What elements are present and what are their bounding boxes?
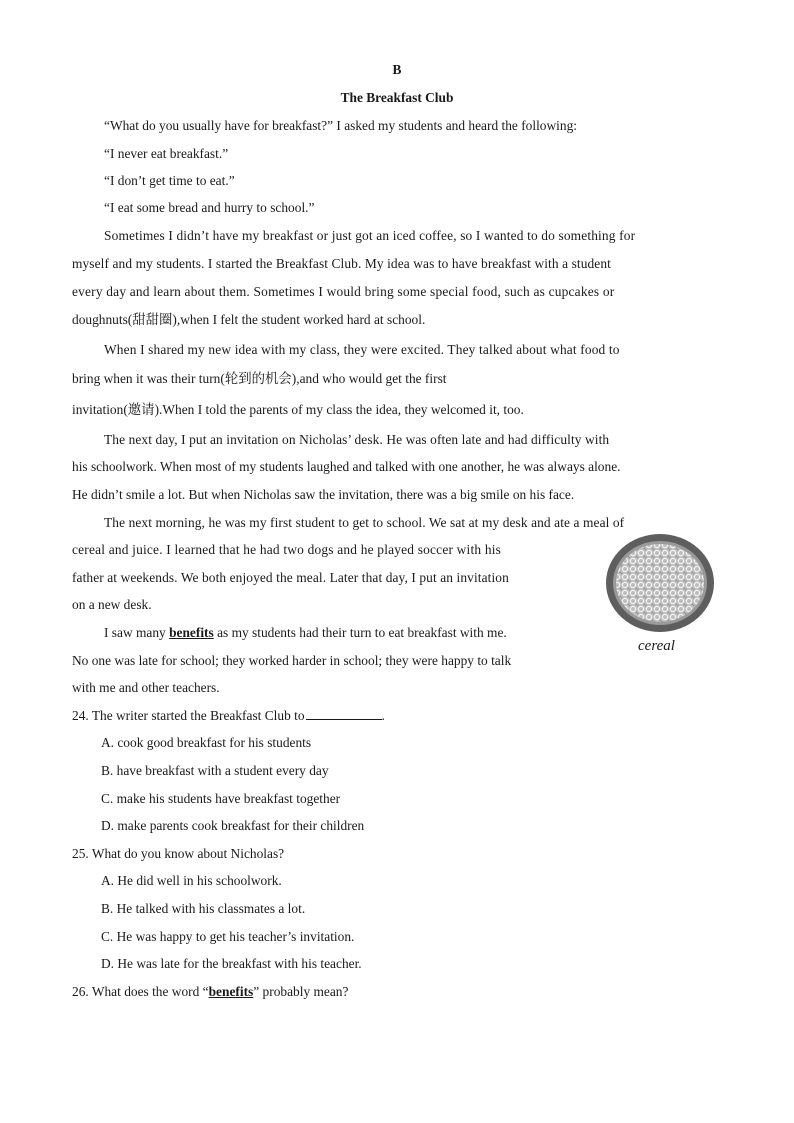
paragraph-2-line-3: every day and learn about them. Sometimes I would bring some special food, such as cupcakes or <box>72 284 615 299</box>
quote-3: “I eat some bread and hurry to school.” <box>104 200 315 215</box>
paragraph-5-line-1: The next morning, he was my first student to get to school. We sat at my desk and ate a meal of <box>104 515 625 530</box>
paragraph-5-line-2: cereal and juice. I learned that he had two dogs and he played soccer with his <box>72 542 502 557</box>
image-caption: cereal <box>638 638 675 654</box>
paragraph-6-text-pre: I saw many <box>104 625 170 640</box>
paragraph-6-text-post: as my students had their turn to eat breakfast with me. <box>213 625 507 640</box>
question-25-option-b: B. He talked with his classmates a lot. <box>101 901 306 916</box>
question-26-stem <box>72 983 348 1001</box>
paragraph-4-line-1: The next day, I put an invitation on Nicholas’ desk. He was often late and had difficulty with <box>104 432 610 447</box>
question-24-stem <box>72 707 385 725</box>
question-26-stem-pre: 26. What does the word “ <box>72 984 209 999</box>
paragraph-6-line-2: No one was late for school; they worked harder in school; they were happy to talk <box>72 653 512 668</box>
paragraph-5-line-4: on a new desk. <box>72 597 152 612</box>
paragraph-4-line-2: his schoolwork. When most of my students laughed and talked with one another, he was always alone. <box>72 459 621 474</box>
paragraph-3-line-1: When I shared my new idea with my class, they were excited. They talked about what food to <box>104 342 620 357</box>
paragraph-6-line-1 <box>104 624 507 642</box>
answer-blank <box>306 707 382 720</box>
question-25-option-a: A. He did well in his schoolwork. <box>101 873 282 888</box>
paragraph-4-line-3: He didn’t smile a lot. But when Nicholas saw the invitation, there was a big smile on his face. <box>72 487 575 502</box>
question-25-option-c: C. He was happy to get his teacher’s invitation. <box>101 929 355 944</box>
question-24-option-b: B. have breakfast with a student every day <box>101 763 329 778</box>
paragraph-2-line-1: Sometimes I didn’t have my breakfast or just got an iced coffee, so I wanted to do something for <box>104 228 636 243</box>
paragraph-1: “What do you usually have for breakfast?” I asked my students and heard the following: <box>104 118 577 133</box>
section-letter: B <box>392 62 402 77</box>
question-24-option-c: C. make his students have breakfast together <box>101 791 341 806</box>
quote-2: “I don’t get time to eat.” <box>104 173 235 188</box>
quote-1: “I never eat breakfast.” <box>104 146 229 161</box>
question-24-stem-end: . <box>381 708 385 723</box>
passage-title: The Breakfast Club <box>340 90 454 105</box>
benefits-keyword: benefits <box>169 625 214 640</box>
question-25-option-d: D. He was late for the breakfast with his teacher. <box>101 956 362 971</box>
paragraph-6-line-3: with me and other teachers. <box>72 680 220 695</box>
paragraph-3-line-3: invitation(邀请).When I told the parents of my class the idea, they welcomed it, too. <box>72 402 524 417</box>
paragraph-2-line-4: doughnuts(甜甜圈),when I felt the student worked hard at school. <box>72 312 426 327</box>
question-24-option-a: A. cook good breakfast for his students <box>101 735 312 750</box>
question-25-stem: 25. What do you know about Nicholas? <box>72 846 285 861</box>
cereal-bowl-image <box>605 533 715 633</box>
benefits-keyword-question: benefits <box>208 984 254 999</box>
paragraph-3-line-2: bring when it was their turn(轮到的机会),and who would get the first <box>72 371 447 386</box>
paragraph-2-line-2: myself and my students. I started the Breakfast Club. My idea was to have breakfast with a student <box>72 256 611 271</box>
question-26-stem-post: ” probably mean? <box>253 984 349 999</box>
question-24-option-d: D. make parents cook breakfast for their children <box>101 818 365 833</box>
question-24-stem-text: 24. The writer started the Breakfast Club to <box>72 708 305 723</box>
paragraph-5-line-3: father at weekends. We both enjoyed the meal. Later that day, I put an invitation <box>72 570 509 585</box>
